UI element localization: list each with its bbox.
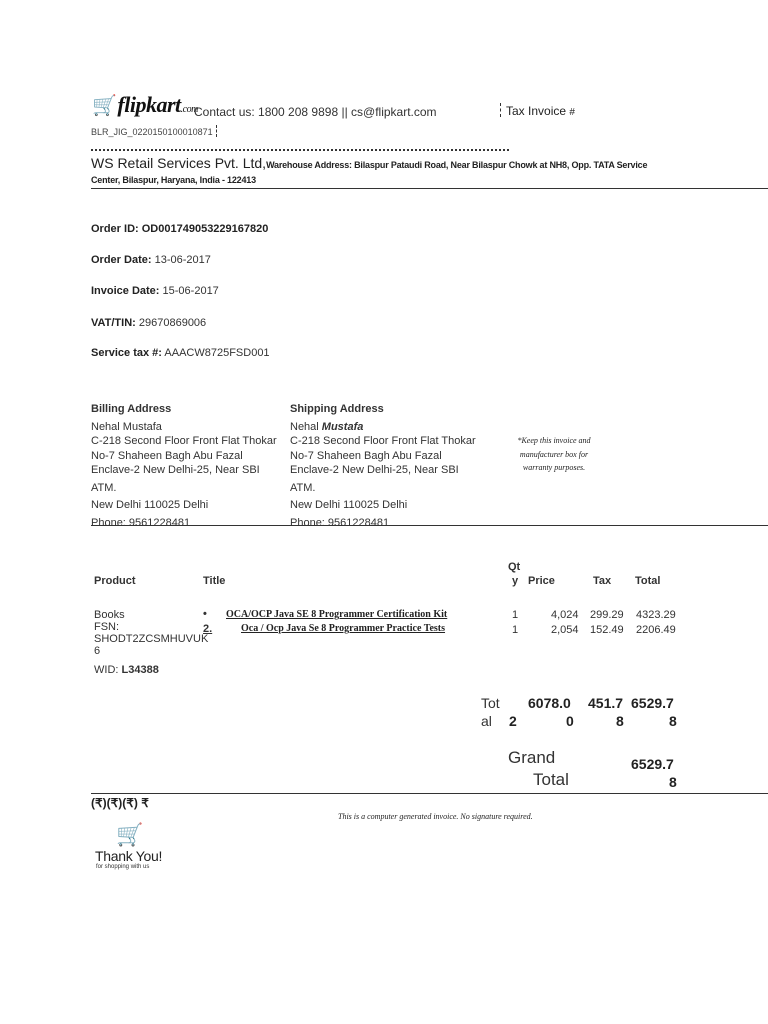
total-label-bottom: al (481, 713, 492, 729)
billing-heading: Billing Address (91, 403, 172, 415)
tax-invoice-heading: Tax Invoice # (500, 103, 575, 117)
col-header-product: Product (94, 575, 136, 587)
total-price-top: 6078.0 (528, 695, 571, 711)
grand-total-label-top: Grand (508, 748, 556, 767)
grand-total-label-bottom: Total (533, 770, 569, 789)
warranty-note: *Keep this invoice and manufacturer box for warranty purposes. (517, 436, 591, 472)
col-header-qty-bottom: y (512, 575, 519, 587)
invoice-code: BLR_JIG_0220150100010871 (91, 125, 217, 137)
thank-you-text: Thank You! (95, 848, 163, 864)
dotted-divider (91, 149, 509, 151)
contact-info: Contact us: 1800 208 9898 || cs@flipkart.com (194, 105, 437, 119)
item-total: 2206.49 (636, 624, 676, 636)
total-qty: 2 (509, 713, 517, 729)
item-price: 4,024 (551, 609, 579, 621)
header-rule (91, 188, 768, 189)
vat-tin: VAT/TIN: 29670869006 (91, 317, 207, 329)
billing-address: Billing Address Nehal Mustafa C-218 Second Floor Front Flat Thokar No-7 Shaheen Bagh Abu Fazal Enclave-2 New Delhi-25, Near SBI ATM. New Delhi 110025 Delhi Phone: 9561228481 (91, 402, 287, 530)
col-header-total: Total (635, 575, 661, 587)
warehouse-address-line2: Center, Bilaspur, Haryana, India - 122413 (91, 175, 256, 185)
total-price-bottom: 0 (566, 713, 574, 729)
wid: WID: L34388 (94, 664, 159, 676)
seller-info (91, 155, 647, 171)
grand-total-bottom: 8 (669, 774, 677, 790)
totals-rule (91, 793, 768, 794)
item-title[interactable]: Oca / Ocp Java Se 8 Programmer Practice Tests (241, 623, 446, 634)
company-name: WS Retail Services Pvt. Ltd, (91, 155, 267, 171)
service-tax: Service tax #: AAACW8725FSD001 (91, 347, 270, 359)
item-tax: 152.49 (590, 624, 624, 636)
total-label-top: Tot (481, 695, 500, 711)
shipping-address: Shipping Address Nehal Mustafa C-218 Second Floor Front Flat Thokar No-7 Shaheen Bagh Abu Fazal Enclave-2 New Delhi-25, Near SBI ATM. New Delhi 110025 Delhi Phone: 9561228481 (290, 402, 500, 530)
product-info: Books FSN: SHODT2ZCSMHUVUK 6 (94, 609, 209, 657)
address-rule (91, 525, 768, 526)
thank-you-cart-icon: 🛒 (116, 822, 144, 847)
shopping-cart-icon: 🛒 (92, 95, 117, 117)
total-amount-bottom: 8 (669, 713, 677, 729)
order-id: Order ID: OD001749053229167820 (91, 223, 269, 235)
item-price: 2,054 (551, 624, 579, 636)
total-amount-top: 6529.7 (631, 695, 674, 711)
col-header-tax: Tax (593, 575, 612, 587)
shipping-heading: Shipping Address (290, 403, 384, 415)
item-title[interactable]: OCA/OCP Java SE 8 Programmer Certification Kit (226, 609, 448, 620)
total-tax-top: 451.7 (588, 695, 624, 711)
computer-generated-note: This is a computer generated invoice. No signature required. (338, 812, 533, 821)
col-header-title: Title (203, 575, 226, 587)
invoice-date: Invoice Date: 15-06-2017 (91, 285, 219, 297)
warehouse-address: Warehouse Address: Bilaspur Pataudi Road, Near Bilaspur Chowk at NH8, Opp. TATA Service (266, 160, 648, 170)
thank-you-subtext: for shopping with us (96, 864, 150, 870)
order-date: Order Date: 13-06-2017 (91, 254, 211, 266)
total-tax-bottom: 8 (616, 713, 624, 729)
row-marker: 2. (203, 623, 213, 635)
item-qty: 1 (512, 624, 519, 636)
item-total: 4323.29 (636, 609, 676, 621)
grand-total-top: 6529.7 (631, 756, 674, 772)
flipkart-logo: 🛒flipkart.com (92, 92, 198, 117)
col-header-qty-top: Qt (508, 561, 521, 573)
item-qty: 1 (512, 609, 519, 621)
rupee-symbols: (₹)(₹)(₹) ₹ (91, 796, 149, 810)
divider (216, 125, 217, 137)
item-tax: 299.29 (590, 609, 624, 621)
product-category: Books (94, 609, 125, 621)
row-marker: • (203, 608, 207, 620)
col-header-price: Price (528, 575, 555, 587)
